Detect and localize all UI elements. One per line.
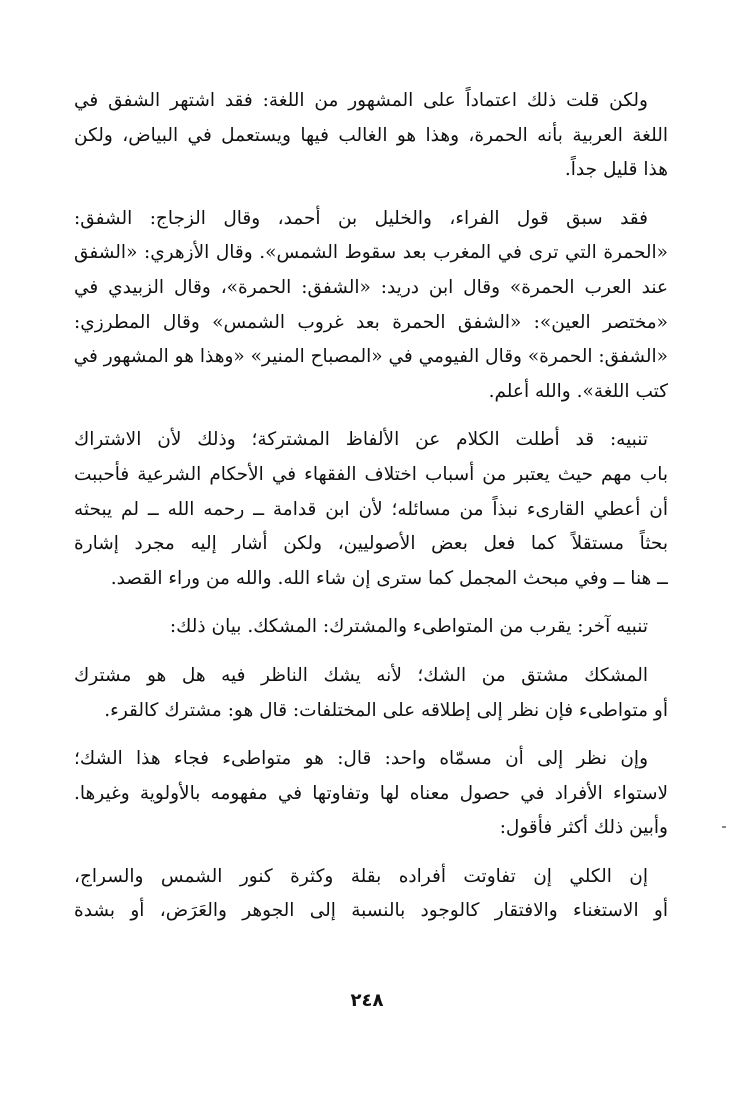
text-line: المشكك مشتق من الشك؛ لأنه يشك الناظر فيه هل هو مشترك bbox=[74, 664, 648, 686]
text-line: تنبيه: قد أطلت الكلام عن الألفاظ المشتركة؛ وذلك لأن الاشتراك bbox=[74, 429, 648, 451]
text-line: تنبيه آخر: يقرب من المتواطىء والمشترك: المشكك. بيان ذلك: bbox=[169, 616, 648, 638]
paragraph-7 bbox=[74, 860, 668, 929]
text-line: فقد سبق قول الفراء، والخليل بن أحمد، وقال الزجاج: الشفق: bbox=[74, 207, 648, 229]
paragraph-5 bbox=[74, 659, 668, 728]
text-line: ــ هنا ــ وفي مبحث المجمل كما سترى إن شاء الله. والله من وراء القصد. bbox=[110, 567, 668, 589]
text-line: كتب اللغة». والله أعلم. bbox=[488, 380, 668, 402]
text-line: بحثاً مستقلاً كما فعل بعض الأصوليين، ولكن أشار إليه مجرد إشارة bbox=[74, 533, 668, 555]
text-line: «مختصر العين»: «الشفق الحمرة بعد غروب الشمس» وقال المطرزي: bbox=[74, 311, 668, 333]
text-line: ولكن قلت ذلك اعتماداً على المشهور من اللغة: فقد اشتهر الشفق في bbox=[74, 90, 648, 111]
paragraph-2 bbox=[74, 202, 668, 410]
paragraph-3 bbox=[74, 423, 668, 596]
text-line: لاستواء الأفراد في حصول معناه لها وتفاوتها في مفهومه بالأولوية وغيرها. bbox=[74, 782, 668, 804]
scan-speck bbox=[722, 826, 726, 828]
text-line: «الحمرة التي ترى في المغرب بعد سقوط الشمس». وقال الأزهري: «الشفق bbox=[74, 242, 668, 264]
page-number: ٢٤٨ bbox=[350, 990, 384, 1011]
text-line: أو الاستغناء والافتقار كالوجود بالنسبة إلى الجوهر والعَرَض، أو بشدة bbox=[74, 900, 668, 922]
text-line: إن الكلي إن تفاوتت أفراده بقلة وكثرة كنور الشمس والسراج، bbox=[74, 865, 648, 887]
text-line: اللغة العربية بأنه الحمرة، وهذا هو الغالب فيها ويستعمل في البياض، ولكن bbox=[74, 124, 668, 146]
text-line: أن أعطي القارىء نبذاً من مسائله؛ لأن ابن قدامة ــ رحمه الله ــ لم يبحثه bbox=[74, 498, 668, 520]
page-body bbox=[74, 84, 668, 929]
paragraph-6 bbox=[74, 742, 668, 846]
text-line: وإن نظر إلى أن مسمّاه واحد: قال: هو متواطىء فجاء هذا الشك؛ bbox=[74, 748, 648, 770]
text-line: وأبين ذلك أكثر فأقول: bbox=[499, 817, 668, 839]
text-line: عند العرب الحمرة» وقال ابن دريد: «الشفق: الحمرة»، وقال الزبيدي في bbox=[74, 276, 668, 298]
text-line: أو متواطىء فإن نظر إلى إطلاقه على المختلفات: قال هو: مشترك كالقرء. bbox=[104, 699, 668, 721]
text-line: هذا قليل جداً. bbox=[564, 159, 668, 181]
text-line: باب مهم حيث يعتبر من أسباب اختلاف الفقهاء في الأحكام الشرعية فأحببت bbox=[74, 463, 668, 485]
paragraph-1 bbox=[74, 84, 668, 188]
text-line: «الشفق: الحمرة» وقال الفيومي في «المصباح المنير» «وهذا هو المشهور في bbox=[74, 346, 668, 368]
paragraph-4 bbox=[74, 610, 668, 645]
